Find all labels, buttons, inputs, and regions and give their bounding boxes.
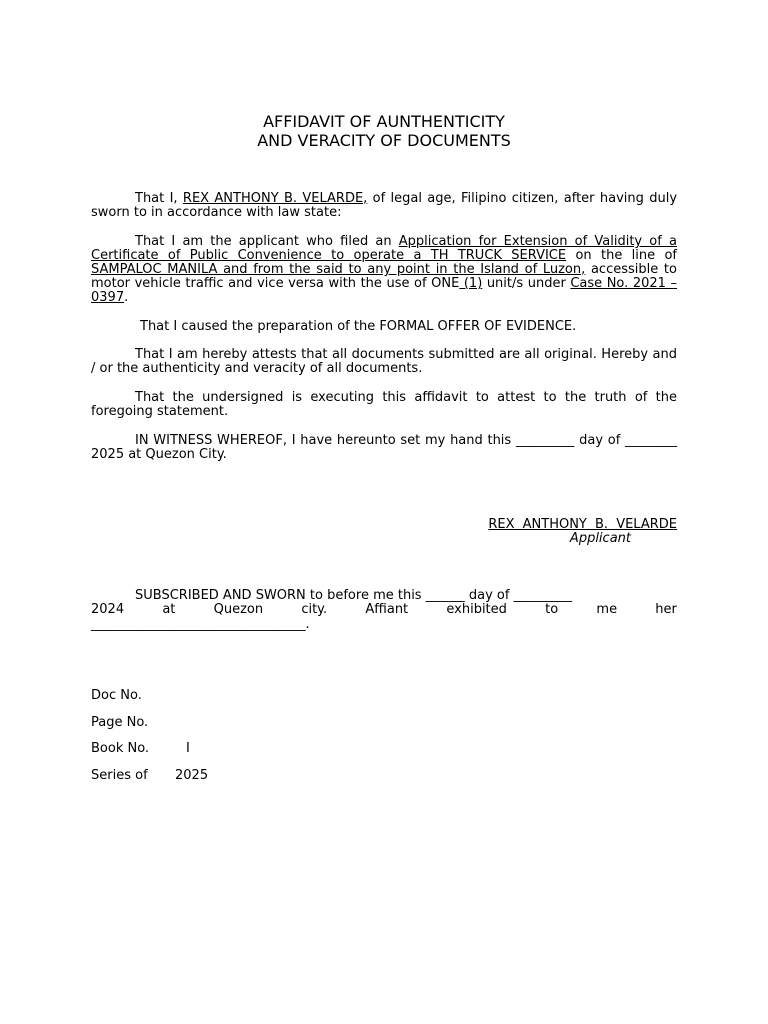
document-title-line-1: AFFIDAVIT OF AUNTHENTICITY bbox=[263, 112, 505, 131]
paragraph-attestation: That I am hereby attests that all documents submitted are all original. Hereby and / or the authenticity and veracity of all documents. bbox=[91, 347, 677, 376]
paragraph-declarant bbox=[91, 192, 677, 220]
notary-series-row bbox=[91, 768, 209, 783]
jurat-word: Quezon bbox=[213, 602, 264, 617]
unit-count: (1) bbox=[459, 276, 483, 291]
book-no-label: Book No. bbox=[91, 741, 150, 756]
page-no-label: Page No. bbox=[91, 715, 149, 730]
p1-pre: That I, bbox=[135, 191, 183, 206]
paragraph-formal-offer: That I caused the preparation of the FORMAL OFFER OF EVIDENCE. bbox=[140, 319, 577, 334]
doc-no-label: Doc No. bbox=[91, 688, 142, 703]
signatory-role: Applicant bbox=[569, 531, 631, 546]
p1-post: of legal age, Filipino citizen, after having duly sworn to in accordance with law state: bbox=[91, 191, 678, 220]
signatory-name: REX ANTHONY B. VELARDE bbox=[488, 517, 677, 532]
notary-doc-row bbox=[91, 689, 142, 703]
jurat-word: to bbox=[545, 602, 559, 617]
paragraph-application bbox=[91, 235, 677, 305]
case-number: Case No. 2021 – 0397 bbox=[91, 276, 677, 305]
document-title-line-2: AND VERACITY OF DOCUMENTS bbox=[257, 131, 511, 150]
book-no-value: I bbox=[186, 741, 190, 756]
signature-block bbox=[400, 518, 677, 546]
declarant-name: REX ANTHONY B. VELARDE, bbox=[182, 191, 368, 206]
application-title: Application for Extension of Validity of a Certificate of Public Convenience to operate a TH TRUCK SERVICE bbox=[91, 234, 677, 263]
jurat-line-1: SUBSCRIBED AND SWORN to before me this ______ day of _________ bbox=[135, 588, 573, 603]
jurat-line-3: _________________________________. bbox=[91, 617, 310, 632]
jurat-word: at bbox=[162, 602, 176, 617]
jurat-line-2 bbox=[91, 603, 677, 617]
jurat-word: me bbox=[596, 602, 618, 617]
paragraph-undersigned: That the undersigned is executing this affidavit to attest to the truth of the foregoing statement. bbox=[91, 390, 677, 419]
series-label: Series of bbox=[91, 768, 148, 783]
series-value: 2025 bbox=[175, 768, 209, 783]
notary-page-row bbox=[91, 716, 148, 730]
jurat-word: her bbox=[655, 602, 677, 617]
p2-pre: That I am the applicant who filed an bbox=[135, 234, 399, 249]
p2-mid3: unit/s under bbox=[482, 276, 571, 291]
route-description: SAMPALOC MANILA and from the said to any point in the Island of Luzon, bbox=[91, 262, 586, 277]
jurat-word: city. bbox=[301, 602, 328, 617]
jurat-word: exhibited bbox=[446, 602, 507, 617]
jurat-word: Affiant bbox=[365, 602, 409, 617]
p2-mid1: on the line of bbox=[566, 248, 677, 263]
jurat-word: 2024 bbox=[91, 602, 125, 617]
notary-book-row bbox=[91, 741, 190, 756]
p2-mid2: accessible to motor vehicle traffic and vice versa with the use of ONE bbox=[91, 262, 677, 291]
paragraph-witness-whereof: IN WITNESS WHEREOF, I have hereunto set my hand this _________ day of ________ 2025 at Quezon City. bbox=[91, 433, 677, 462]
p2-end: . bbox=[124, 290, 129, 305]
